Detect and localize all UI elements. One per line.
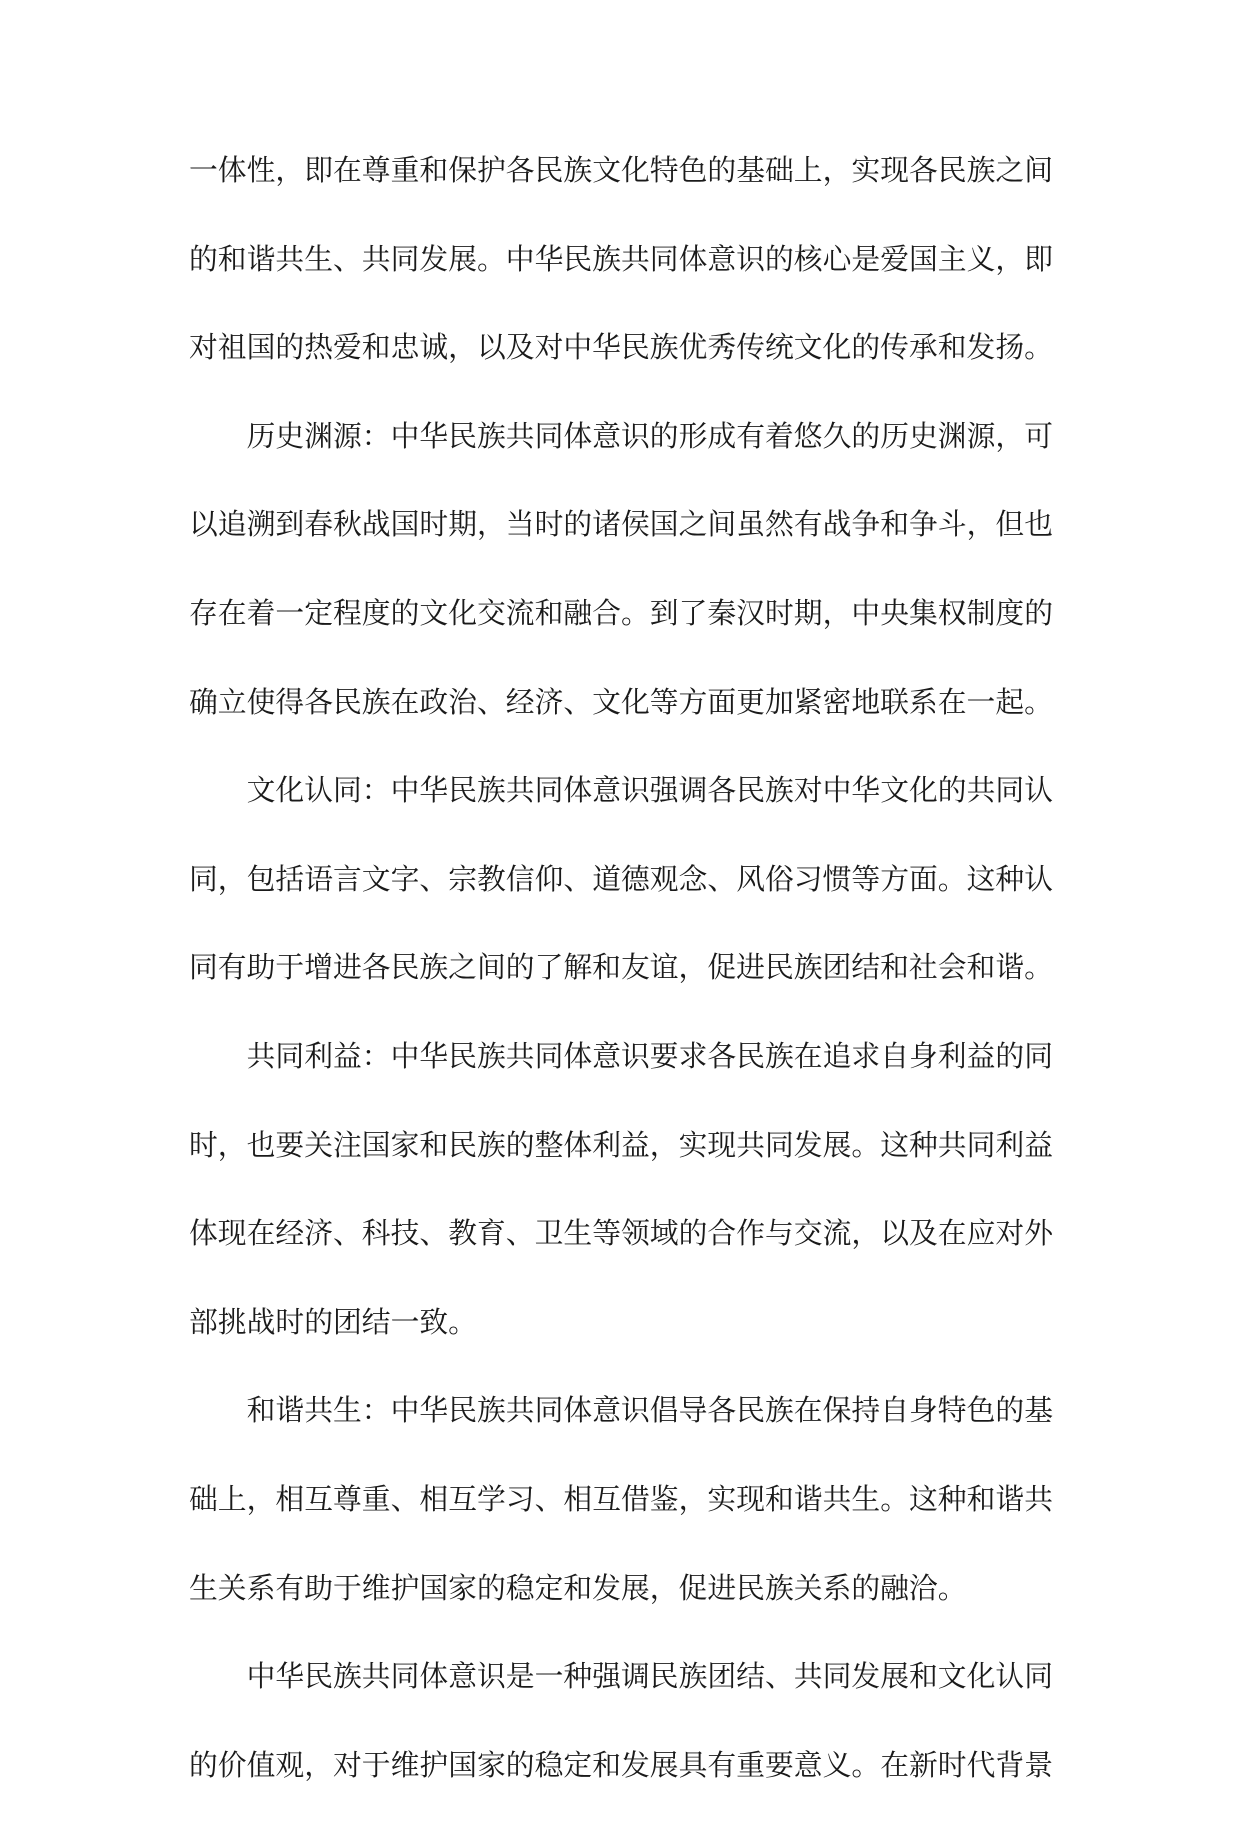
- text-line: 确立使得各民族在政治、经济、文化等方面更加紧密地联系在一起。: [189, 684, 1053, 719]
- text-line: 生关系有助于维护国家的稳定和发展，促进民族关系的融洽。: [189, 1570, 967, 1605]
- text-line: 以追溯到春秋战国时期，当时的诸侯国之间虽然有战争和争斗，但也: [189, 507, 1053, 542]
- text-line: 的和谐共生、共同发展。中华民族共同体意识的核心是爱国主义，即: [189, 241, 1053, 276]
- text-line: 的价值观，对于维护国家的稳定和发展具有重要意义。在新时代背景: [189, 1747, 1053, 1782]
- paragraph-start-line: 共同利益：中华民族共同体意识要求各民族在追求自身利益的同: [246, 1038, 1053, 1073]
- text-line: 体现在经济、科技、教育、卫生等领域的合作与交流，以及在应对外: [189, 1216, 1053, 1251]
- paragraph-start-line: 历史渊源：中华民族共同体意识的形成有着悠久的历史渊源，可: [246, 418, 1053, 453]
- text-line: 一体性，即在尊重和保护各民族文化特色的基础上，实现各民族之间: [189, 153, 1053, 187]
- text-line: 同有助于增进各民族之间的了解和友谊，促进民族团结和社会和谐。: [189, 950, 1053, 985]
- text-line: 础上，相互尊重、相互学习、相互借鉴，实现和谐共生。这种和谐共: [189, 1481, 1053, 1516]
- paragraph-start-line: 中华民族共同体意识是一种强调民族团结、共同发展和文化认同: [246, 1659, 1053, 1694]
- text-line: 存在着一定程度的文化交流和融合。到了秦汉时期，中央集权制度的: [189, 595, 1053, 630]
- text-line: 部挑战时的团结一致。: [189, 1304, 477, 1339]
- text-line: 同，包括语言文字、宗教信仰、道德观念、风俗习惯等方面。这种认: [189, 861, 1053, 896]
- text-line: 时，也要关注国家和民族的整体利益，实现共同发展。这种共同利益: [189, 1127, 1053, 1162]
- paragraph-start-line: 文化认同：中华民族共同体意识强调各民族对中华文化的共同认: [246, 773, 1053, 808]
- text-line: 对祖国的热爱和忠诚，以及对中华民族优秀传统文化的传承和发扬。: [189, 330, 1053, 365]
- paragraph-start-line: 和谐共生：中华民族共同体意识倡导各民族在保持自身特色的基: [246, 1393, 1053, 1428]
- document-body: [189, 148, 1053, 1831]
